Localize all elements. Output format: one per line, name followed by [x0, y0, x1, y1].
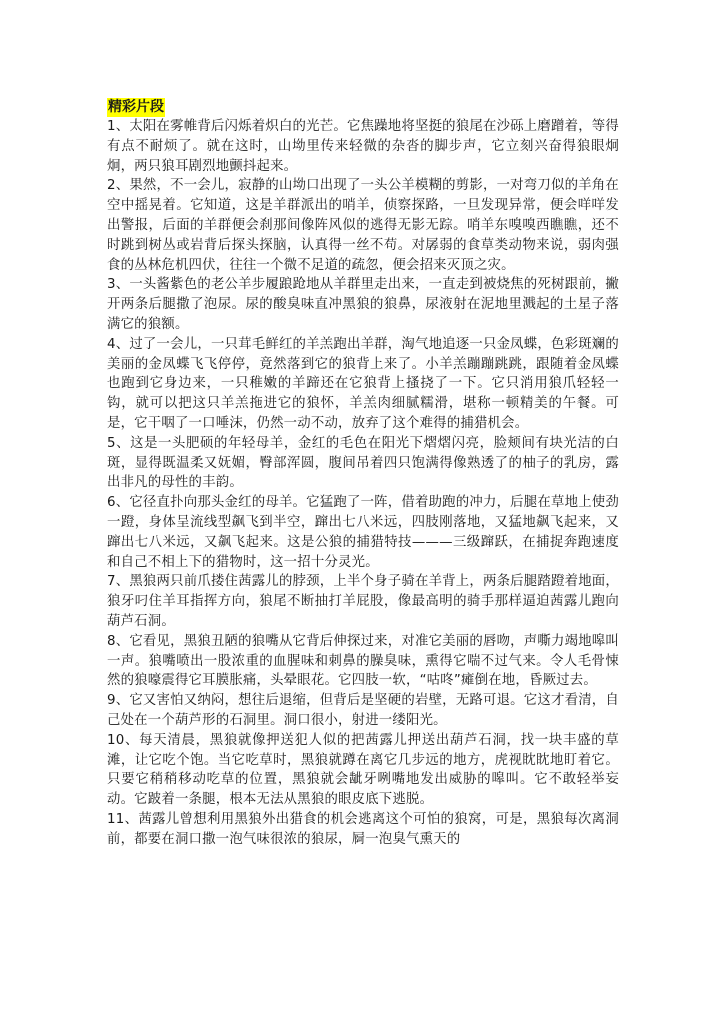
paragraph-1: 1、太阳在雾帷背后闪烁着炽白的光芒。它焦躁地将坚挺的狼尾在沙砾上磨蹭着，等得有点不耐烦了。就在这时，山坳里传来轻微的杂沓的脚步声，它立刻兴奋得狼眼炯炯，两只狼耳剧烈地颤抖起来。	[107, 119, 619, 174]
document-page	[107, 96, 619, 849]
paragraph-6: 6、它径直扑向那头金红的母羊。它猛跑了一阵，借着助跑的冲力，后腿在草地上使劲一蹬，身体呈流线型飙飞到半空，蹿出七八米远，四肢刚落地，又猛地飙飞起来，又蹿出七八米远，又飙飞起来。这是公狼的捕猎特技———三级蹿跃，在捕捉奔跑速度和自己不相上下的猎物时，这一招十分灵光。	[107, 495, 619, 570]
paragraph-5: 5、这是一头肥硕的年轻母羊，金红的毛色在阳光下熠熠闪亮，脸颊间有块光洁的白斑，显得既温柔又妩媚，臀部浑圆，腹间吊着四只饱满得像熟透了的柚子的乳房，露出非凡的母性的丰韵。	[107, 435, 619, 491]
paragraph-10: 10、每天清晨，黑狼就像押送犯人似的把茜露儿押送出葫芦石洞，找一块丰盛的草滩，让它吃个饱。当它吃草时，黑狼就蹲在离它几步远的地方，虎视眈眈地盯着它。只要它稍稍移动吃草的位置，黑狼就会龇牙咧嘴地发出威胁的嗥叫。它不敢轻举妄动。它跛着一条腿，根本无法从黑狼的眼皮底下逃脱。	[107, 732, 619, 808]
paragraph-3: 3、一头酱紫色的老公羊步履踉跄地从羊群里走出来，一直走到被烧焦的死树跟前，撇开两条后腿撒了泡尿。尿的酸臭味直冲黑狼的狼鼻，尿液射在泥地里溅起的土星子落满它的狼额。	[107, 277, 619, 332]
paragraph-9: 9、它又害怕又纳闷，想往后退缩，但背后是坚硬的岩壁，无路可退。它这才看清，自己处在一个葫芦形的石洞里。洞口很小，射进一缕阳光。	[107, 693, 619, 728]
paragraph-2: 2、果然，不一会儿，寂静的山坳口出现了一头公羊模糊的剪影，一对弯刀似的羊角在空中摇晃着。它知道，这是羊群派出的哨羊，侦察探路，一旦发现异常，便会咩咩发出警报，后面的羊群便会刹那间像阵风似的逃得无影无踪。哨羊东嗅嗅西瞧瞧，还不时跳到树丛或岩背后探头探脑，认真得一丝不苟。对孱弱的食草类动物来说，弱肉强食的丛林危机四伏，往往一个微不足道的疏忽，便会招来灭顶之灾。	[107, 178, 619, 273]
paragraph-7: 7、黑狼两只前爪搂住茜露儿的脖颈，上半个身子骑在羊背上，两条后腿踏蹬着地面，狼牙叼住羊耳指挥方向，狼尾不断抽打羊屁股，像最高明的骑手那样逼迫茜露儿跑向葫芦石洞。	[107, 574, 619, 629]
paragraph-11: 11、茜露儿曾想利用黑狼外出猎食的机会逃离这个可怕的狼窝，可是，黑狼每次离洞前，都要在洞口撒一泡气味很浓的狼尿，屙一泡臭气熏天的	[107, 811, 619, 847]
paragraph-8: 8、它看见，黑狼丑陋的狼嘴从它背后伸探过来，对准它美丽的唇吻，声嘶力竭地嗥叫一声。狼嘴喷出一股浓重的血腥味和刺鼻的臊臭味，熏得它喘不过气来。令人毛骨悚然的狼嚎震得它耳膜胀痛，头晕眼花。它四肢一软，“咕咚”瘫倒在地，昏厥过去。	[107, 633, 619, 689]
section-heading: 精彩片段	[108, 99, 164, 115]
paragraph-4: 4、过了一会儿，一只茸毛鲜红的羊羔跑出羊群，淘气地追逐一只金凤蝶，色彩斑斓的美丽的金凤蝶飞飞停停，竟然落到它的狼背上来了。小羊羔蹦蹦跳跳，跟随着金凤蝶也跑到它身边来，一只稚嫩的羊蹄还在它狼背上搔挠了一下。它只消用狼爪轻轻一钩，就可以把这只羊羔拖进它的狼怀，羊羔肉细腻糯滑，堪称一顿精美的午餐。可是，它干咽了一口唾沫，仍然一动不动，放弃了这个难得的捕猎机会。	[107, 336, 619, 431]
